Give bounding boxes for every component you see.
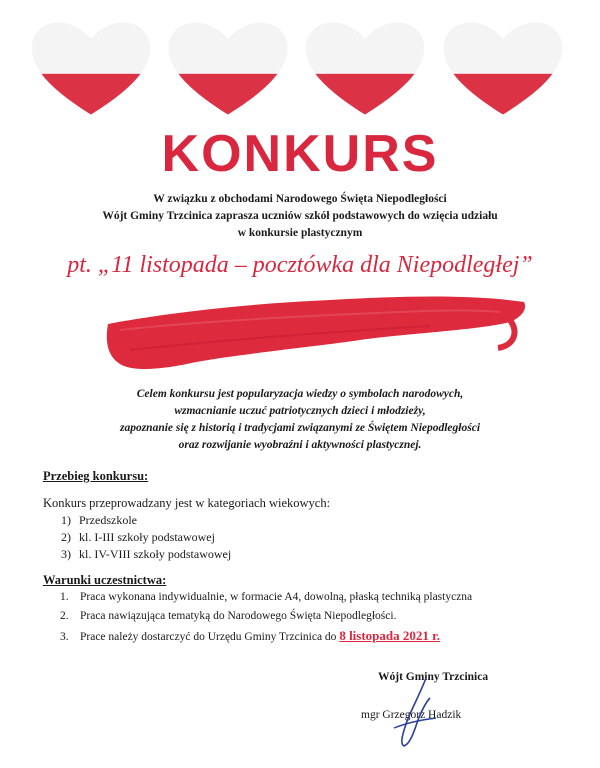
list-item: 2) kl. I-III szkoły podstawowej [61,530,215,544]
goal-line: oraz rozwijanie wyobraźni i aktywności plastycznej. [178,439,422,451]
intro-text [0,191,600,242]
contest-subtitle: pt. „11 listopada – pocztówka dla Niepodległej” [67,252,533,278]
heart-flag-icon [28,18,154,118]
signature-title: Wójt Gminy Trzcinica [378,671,489,683]
list-item: 1) Przedszkole [61,513,137,527]
heart-flag-icon [165,18,291,118]
signature-name: mgr Grzegorz Hadzik [361,709,462,721]
goal-line: zapoznanie się z historią i tradycjami związanymi ze Świętem Niepodległości [119,422,481,434]
intro-line: W związku z obchodami Narodowego Święta Niepodległości [153,193,447,205]
page-title: KONKURS [161,125,439,183]
category-list [61,512,231,563]
brush-stroke-decoration [100,290,530,375]
goal-line: Celem konkursu jest popularyzacja wiedzy o symbolach narodowych, [136,388,464,400]
hearts-row [0,18,600,118]
przebieg-heading: Przebieg konkursu: [43,469,149,483]
list-item: 1. Praca wykonana indywidualnie, w formacie A4, dowolną, płaską techniką plastyczna [60,591,473,603]
list-item: 3) kl. IV-VIII szkoły podstawowej [61,547,232,561]
goal-line: wzmacnianie uczuć patriotycznych dzieci i młodzieży, [174,405,426,417]
warunki-heading: Warunki uczestnictwa: [43,573,167,587]
handwritten-signature [380,672,450,752]
heart-flag-icon [440,18,566,118]
contest-goal [0,386,600,454]
deadline-date: 8 listopada 2021 r. [339,628,440,643]
heart-flag-icon [302,18,428,118]
intro-line: Wójt Gminy Trzcinica zaprasza uczniów szkół podstawowych do wzięcia udziału [102,210,498,222]
conditions-list [60,588,472,647]
list-item: 3. Prace należy dostarczyć do Urzędu Gminy Trzcinica do 8 listopada 2021 r. [60,628,440,643]
przebieg-text: Konkurs przeprowadzany jest w kategoriach wiekowych: [43,496,331,510]
intro-line: w konkursie plastycznym [237,227,363,239]
list-item: 2. Praca nawiązująca tematyką do Narodowego Święta Niepodległości. [60,610,397,622]
